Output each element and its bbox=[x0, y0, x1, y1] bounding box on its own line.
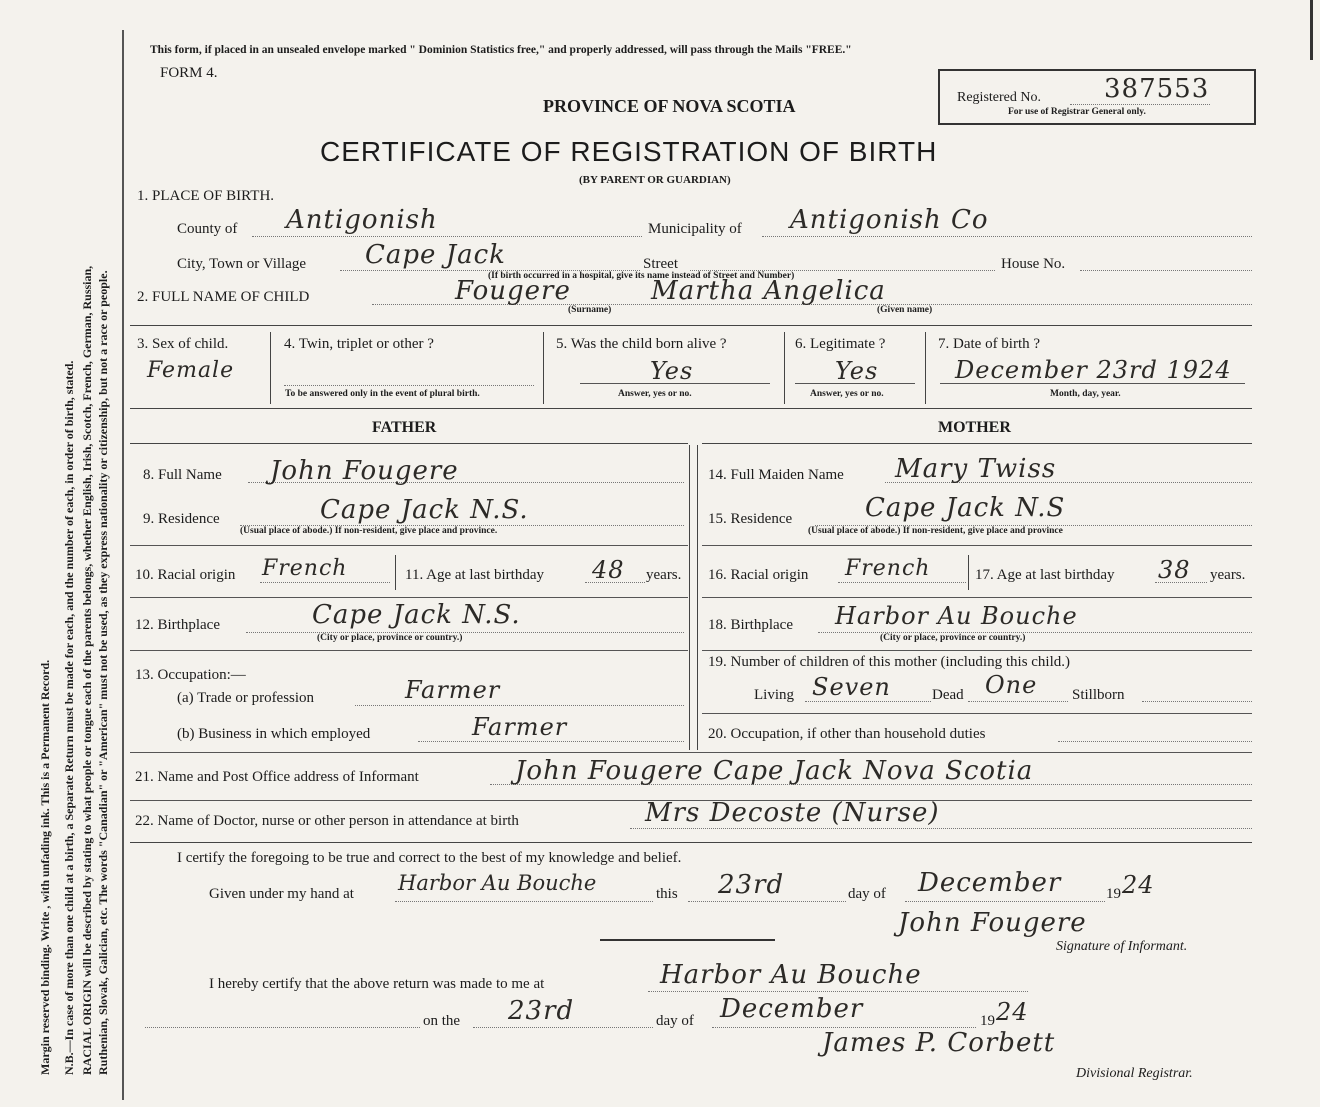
father-age-label: 11. Age at last birthday bbox=[405, 567, 544, 583]
place-of-birth-label: 1. PLACE OF BIRTH. bbox=[137, 188, 275, 204]
parents-divider-2 bbox=[697, 445, 698, 750]
father-birthplace-label: 12. Birthplace bbox=[135, 617, 220, 633]
mother-rule-5 bbox=[702, 713, 1252, 714]
mother-rule-2 bbox=[702, 545, 1252, 546]
sex-label: 3. Sex of child. bbox=[137, 336, 229, 352]
parents-divider bbox=[689, 445, 690, 750]
mother-age-value: 38 bbox=[1158, 556, 1191, 584]
registered-line bbox=[1070, 104, 1210, 105]
father-birthplace-line bbox=[246, 632, 684, 633]
informant-label: 21. Name and Post Office address of Informant bbox=[135, 769, 419, 785]
stillborn-label: Stillborn bbox=[1072, 687, 1125, 703]
registrar-day-line bbox=[473, 1027, 653, 1028]
father-business-line bbox=[418, 741, 684, 742]
row-rule-bottom bbox=[130, 408, 1252, 409]
doctor-line bbox=[630, 828, 1252, 829]
father-race-divider bbox=[395, 555, 396, 590]
col-divider-3 bbox=[784, 332, 785, 404]
margin-note-3: RACIAL ORIGIN will be described by stating to what people or tongue each of the parents belongs, whether English, Irish, Scotch, French, German, Russian, bbox=[80, 265, 94, 1075]
child-name-label: 2. FULL NAME OF CHILD bbox=[137, 289, 310, 305]
mother-rule-3 bbox=[702, 597, 1252, 598]
father-residence-label: 9. Residence bbox=[143, 511, 220, 527]
father-birthplace-note: (City or place, province or country.) bbox=[317, 633, 463, 643]
informant-signature: John Fougere bbox=[898, 908, 1087, 938]
father-race-line bbox=[260, 582, 390, 583]
father-heading: FATHER bbox=[372, 419, 437, 436]
row-rule-top bbox=[130, 325, 1252, 326]
onthe-label: on the bbox=[423, 1013, 461, 1029]
alive-note: Answer, yes or no. bbox=[618, 389, 692, 399]
house-label: House No. bbox=[1001, 256, 1066, 272]
living-value: Seven bbox=[812, 673, 891, 701]
given-place-value: Harbor Au Bouche bbox=[398, 871, 597, 895]
father-residence-note: (Usual place of abode.) If non-resident, give place and province. bbox=[240, 526, 498, 536]
father-business-value: Farmer bbox=[472, 713, 568, 741]
registrar-place-line bbox=[648, 991, 1028, 992]
mother-birthplace-label: 18. Birthplace bbox=[708, 617, 793, 633]
dob-value: December 23rd 1924 bbox=[955, 356, 1232, 384]
margin-note-1: Margin reserved binding. Write , with unfading ink. This is a Permanent Record. bbox=[38, 659, 52, 1075]
form-number: FORM 4. bbox=[160, 65, 218, 81]
mother-heading: MOTHER bbox=[938, 419, 1011, 436]
registrar-caption: Divisional Registrar. bbox=[1076, 1066, 1193, 1081]
margin-note-2: N.B.—In case of more than one child at a birth, a Separate Return must be made for each, and the number of each, in order of birth, stated. bbox=[62, 360, 76, 1075]
mother-race-divider bbox=[968, 555, 969, 590]
city-label: City, Town or Village bbox=[177, 256, 307, 272]
father-business-label: (b) Business in which employed bbox=[177, 726, 371, 742]
mother-race-value: French bbox=[845, 556, 931, 581]
this-line bbox=[688, 901, 846, 902]
year-value: 24 bbox=[1122, 871, 1155, 899]
mother-rule-1 bbox=[702, 443, 1252, 444]
municipality-label: Municipality of bbox=[648, 221, 742, 237]
registrar-place-value: Harbor Au Bouche bbox=[660, 960, 922, 990]
father-trade-label: (a) Trade or profession bbox=[177, 690, 315, 706]
dob-note: Month, day, year. bbox=[1050, 389, 1121, 399]
mother-birthplace-value: Harbor Au Bouche bbox=[835, 602, 1078, 630]
father-rule-2 bbox=[130, 545, 688, 546]
doctor-rule bbox=[130, 842, 1252, 843]
street-label: Street bbox=[643, 256, 678, 272]
father-rule-4 bbox=[130, 650, 688, 651]
father-age-years: years. bbox=[646, 567, 682, 583]
parents-rule-bottom bbox=[130, 752, 1252, 753]
month-value: December bbox=[918, 868, 1062, 898]
municipality-value: Antigonish Co bbox=[790, 205, 989, 235]
registrar-month-value: December bbox=[720, 994, 864, 1024]
mother-age-label: 17. Age at last birthday bbox=[975, 567, 1115, 583]
living-line bbox=[805, 701, 931, 702]
hospital-note: (If birth occurred in a hospital, give its name instead of Street and Number) bbox=[488, 271, 795, 281]
registrar-note: For use of Registrar General only. bbox=[1008, 107, 1146, 117]
county-line bbox=[252, 236, 642, 237]
mother-rule-4 bbox=[702, 650, 1252, 651]
father-race-value: French bbox=[262, 556, 348, 581]
col-divider-1 bbox=[270, 332, 271, 404]
province-heading: PROVINCE OF NOVA SCOTIA bbox=[543, 96, 796, 116]
registrar-year-value: 24 bbox=[996, 998, 1029, 1026]
mother-age-years: years. bbox=[1210, 567, 1246, 583]
father-rule-3 bbox=[130, 597, 688, 598]
certify-statement: I certify the foregoing to be true and correct to the best of my knowledge and belief. bbox=[177, 850, 682, 866]
registrar-year-prefix: 19 bbox=[980, 1013, 995, 1029]
margin-note-4: Ruthenian, Slovak, Galician, etc. The words "Canadian" or "American" must not be used, as they express nationality or citizenship, but not a race or people. bbox=[96, 270, 110, 1075]
surname-caption: (Surname) bbox=[568, 305, 612, 315]
registrar-statement: I hereby certify that the above return was made to me at bbox=[209, 976, 545, 992]
doctor-label: 22. Name of Doctor, nurse or other person in attendance at birth bbox=[135, 813, 519, 829]
given-name-caption: (Given name) bbox=[877, 305, 933, 315]
dead-label: Dead bbox=[932, 687, 964, 703]
informant-value: John Fougere Cape Jack Nova Scotia bbox=[515, 756, 1034, 786]
municipality-line bbox=[762, 236, 1252, 237]
mother-residence-value: Cape Jack N.S bbox=[865, 493, 1066, 523]
living-label: Living bbox=[754, 687, 794, 703]
certificate-subtitle: (BY PARENT OR GUARDIAN) bbox=[579, 174, 731, 186]
house-line bbox=[1080, 270, 1252, 271]
alive-value: Yes bbox=[650, 357, 694, 385]
registrar-dayof-label: day of bbox=[656, 1013, 694, 1029]
dead-value: One bbox=[985, 671, 1038, 699]
father-residence-value: Cape Jack N.S. bbox=[320, 495, 529, 525]
father-age-value: 48 bbox=[592, 556, 625, 584]
city-value: Cape Jack bbox=[365, 240, 506, 270]
child-surname: Fougere bbox=[455, 276, 571, 306]
mother-residence-note: (Usual place of abode.) If non-resident, give place and province bbox=[808, 526, 1063, 536]
father-trade-line bbox=[355, 705, 684, 706]
father-rule-1 bbox=[130, 443, 688, 444]
given-under-label: Given under my hand at bbox=[209, 886, 354, 902]
registered-label: Registered No. bbox=[957, 90, 1041, 105]
twin-note: To be answered only in the event of plural birth. bbox=[285, 389, 480, 399]
twin-line bbox=[284, 385, 534, 386]
separator-rule bbox=[600, 939, 775, 941]
registrar-leading-line bbox=[145, 1027, 420, 1028]
this-value: 23rd bbox=[718, 870, 785, 900]
margin-rule bbox=[122, 30, 124, 1100]
this-label: this bbox=[656, 886, 678, 902]
dayof-label: day of bbox=[848, 886, 886, 902]
doctor-value: Mrs Decoste (Nurse) bbox=[645, 798, 940, 828]
sex-value: Female bbox=[147, 358, 235, 383]
mother-occupation-label: 20. Occupation, if other than household duties bbox=[708, 726, 986, 742]
twin-label: 4. Twin, triplet or other ? bbox=[284, 336, 434, 352]
father-race-label: 10. Racial origin bbox=[135, 567, 236, 583]
child-given-name: Martha Angelica bbox=[651, 276, 886, 306]
legitimate-label: 6. Legitimate ? bbox=[795, 336, 886, 352]
county-label: County of bbox=[177, 221, 238, 237]
col-divider-4 bbox=[925, 332, 926, 404]
col-divider-2 bbox=[543, 332, 544, 404]
registered-number: 387553 bbox=[1104, 74, 1210, 104]
right-edge-rule bbox=[1310, 0, 1313, 60]
legitimate-note: Answer, yes or no. bbox=[810, 389, 884, 399]
mother-name-value: Mary Twiss bbox=[895, 454, 1057, 484]
dob-label: 7. Date of birth ? bbox=[938, 336, 1041, 352]
father-birthplace-value: Cape Jack N.S. bbox=[312, 600, 521, 630]
stillborn-line bbox=[1142, 701, 1252, 702]
registrar-signature: James P. Corbett bbox=[822, 1028, 1056, 1058]
legitimate-value: Yes bbox=[835, 357, 879, 385]
mother-children-label: 19. Number of children of this mother (including this child.) bbox=[708, 654, 1071, 670]
dead-line bbox=[968, 701, 1068, 702]
mother-birthplace-note: (City or place, province or country.) bbox=[880, 633, 1026, 643]
father-name-value: John Fougere bbox=[270, 456, 459, 486]
certificate-title: CERTIFICATE OF REGISTRATION OF BIRTH bbox=[320, 136, 938, 167]
mother-name-label: 14. Full Maiden Name bbox=[708, 467, 844, 483]
informant-signature-caption: Signature of Informant. bbox=[1056, 939, 1188, 954]
mail-notice: This form, if placed in an unsealed envelope marked " Dominion Statistics free," and properly addressed, will pass through the Mails "FREE." bbox=[150, 44, 852, 56]
county-value: Antigonish bbox=[286, 205, 438, 235]
alive-label: 5. Was the child born alive ? bbox=[556, 336, 727, 352]
registrar-day-value: 23rd bbox=[508, 996, 575, 1026]
year-prefix: 19 bbox=[1106, 886, 1121, 902]
father-name-label: 8. Full Name bbox=[143, 467, 222, 483]
given-place-line bbox=[395, 901, 653, 902]
month-line bbox=[905, 901, 1105, 902]
mother-race-label: 16. Racial origin bbox=[708, 567, 809, 583]
mother-occupation-line bbox=[1058, 741, 1252, 742]
father-occupation-label: 13. Occupation:— bbox=[135, 667, 246, 683]
mother-residence-label: 15. Residence bbox=[708, 511, 793, 527]
mother-race-line bbox=[838, 582, 966, 583]
father-trade-value: Farmer bbox=[405, 676, 501, 704]
